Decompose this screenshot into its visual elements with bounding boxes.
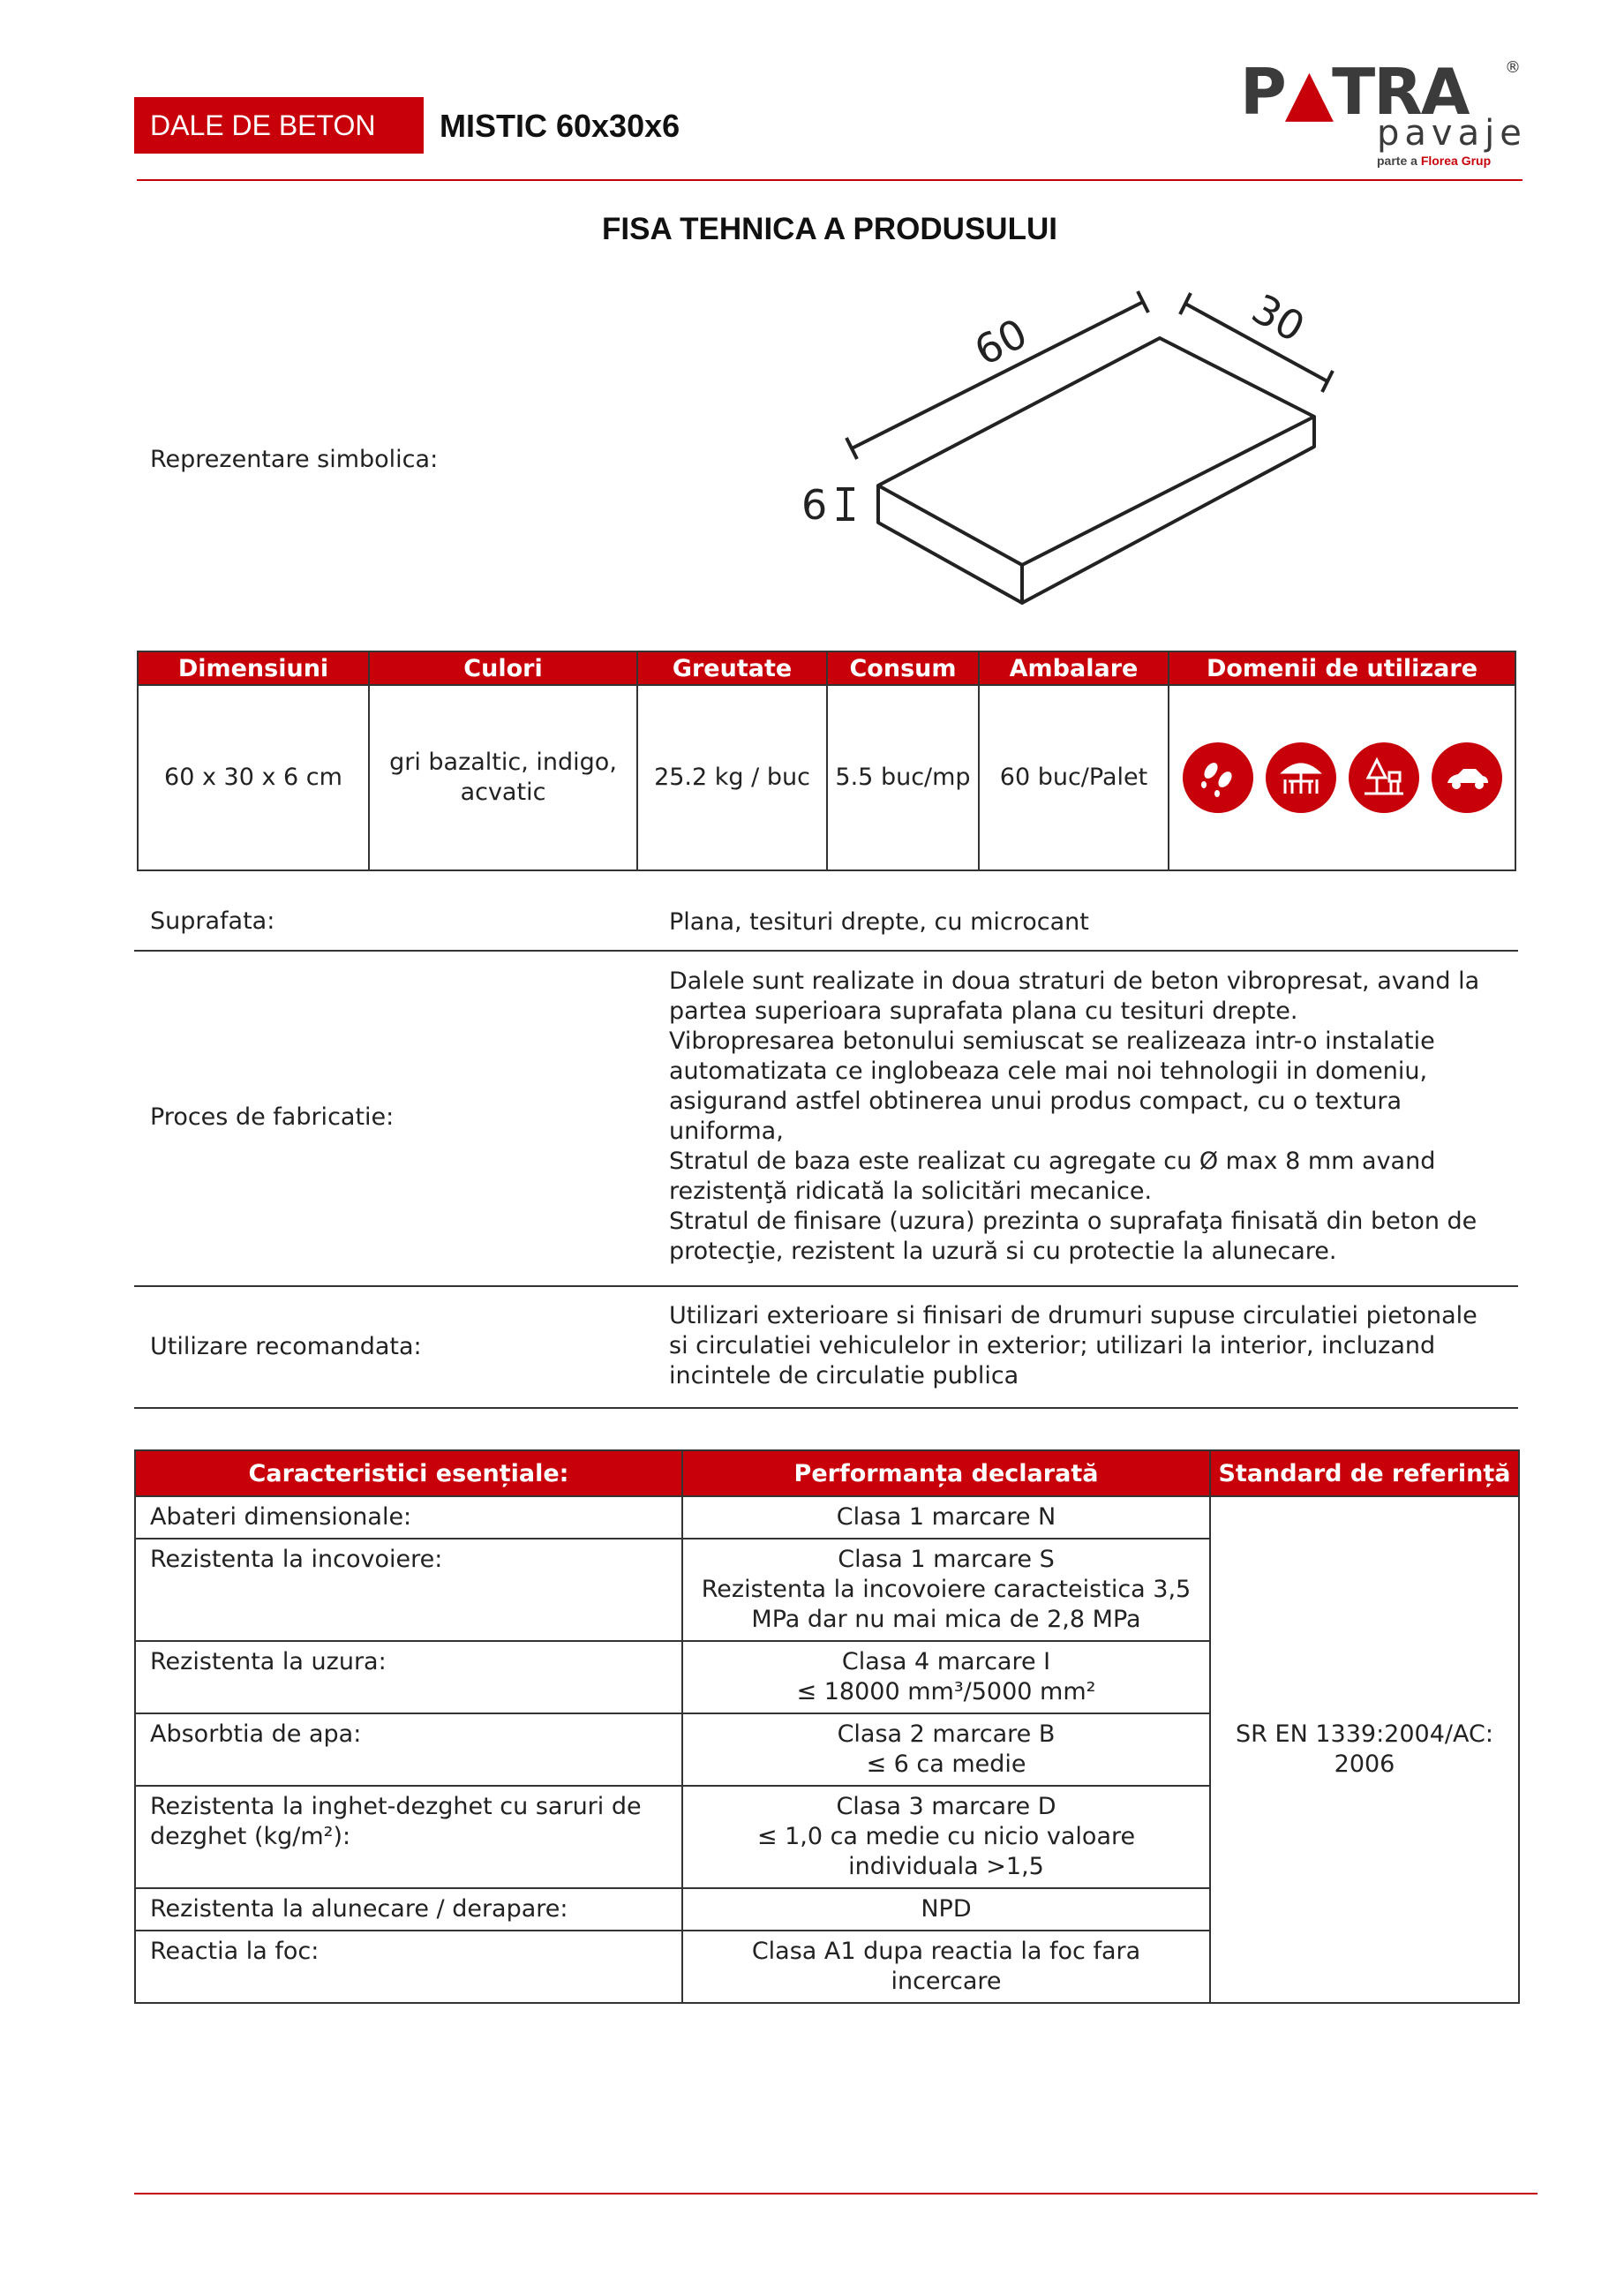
performance-value: Clasa 1 marcare S Rezistenta la incovoiere caracteistica 3,5 MPa dar nu mai mica de 2,8 MPa (682, 1539, 1210, 1641)
surface-row (134, 892, 1518, 952)
dim-label-height: 6 (801, 481, 828, 529)
characteristic-name: Rezistenta la incovoiere: (135, 1539, 682, 1641)
surface-label: Suprafata: (150, 907, 275, 935)
characteristic-name: Rezistenta la uzura: (135, 1641, 682, 1713)
logo-registered: ® (1505, 58, 1521, 77)
cell-consumption: 5.5 buc/mp (827, 685, 979, 870)
category-badge: DALE DE BETON (134, 97, 424, 154)
cell-packaging: 60 buc/Palet (979, 685, 1169, 870)
process-label: Proces de fabricatie: (150, 1103, 395, 1131)
logo-triangle-icon: ▲ (1284, 55, 1333, 129)
characteristic-name: Absorbtia de apa: (135, 1713, 682, 1786)
col-header-weight: Greutate (637, 651, 827, 685)
car-icon (1432, 742, 1502, 813)
usage-text (669, 1301, 1516, 1391)
company-logo (1240, 55, 1527, 178)
header-divider (137, 179, 1522, 181)
process-line: Vibropresarea betonului semiuscat se realizeaza intr-o instalatie (669, 1028, 1435, 1055)
process-line: protecţie, rezistent la uzură si cu protectie la alunecare. (669, 1238, 1337, 1265)
usage-line: incintele de circulatie publica (669, 1362, 1019, 1389)
performance-value: NPD (682, 1888, 1210, 1931)
product-title: MISTIC 60x30x6 (440, 108, 680, 144)
dim-label-length: 60 (966, 309, 1035, 375)
cell-weight: 25.2 kg / buc (637, 685, 827, 870)
characteristic-name: Rezistenta la alunecare / derapare: (135, 1888, 682, 1931)
performance-value: Clasa 2 marcare B ≤ 6 ca medie (682, 1713, 1210, 1786)
performance-value: Clasa 3 marcare D ≤ 1,0 ca medie cu nicio valoare individuala >1,5 (682, 1786, 1210, 1888)
symbolic-label: Reprezentare simbolica: (150, 446, 439, 473)
process-line: asigurand astfel obtinerea unui produs compact, cu o textura (669, 1088, 1402, 1115)
process-line: partea superioara suprafata plana cu tesituri drepte. (669, 997, 1298, 1025)
footsteps-icon (1183, 742, 1253, 813)
characteristics-table (134, 1449, 1520, 2004)
specs-table (137, 651, 1516, 871)
performance-value: Clasa 4 marcare I ≤ 18000 mm³/5000 mm² (682, 1641, 1210, 1713)
specs-row (138, 685, 1515, 870)
process-line: automatizata ce inglobeaza cele mai noi tehnologii in domeniu, (669, 1058, 1428, 1085)
col-header-packaging: Ambalare (979, 651, 1169, 685)
characteristic-name: Rezistenta la inghet-dezghet cu saruri de dezghet (kg/m²): (135, 1786, 682, 1888)
slab-top-face (878, 338, 1314, 565)
cell-dimensions: 60 x 30 x 6 cm (138, 685, 369, 870)
performance-value: Clasa A1 dupa reactia la foc fara incercare (682, 1931, 1210, 2003)
surface-value: Plana, tesituri drepte, cu microcant (669, 908, 1089, 936)
process-line: Dalele sunt realizate in doua straturi de beton vibropresat, avand la (669, 967, 1480, 995)
characteristic-name: Abateri dimensionale: (135, 1496, 682, 1539)
col-header-usage: Domenii de utilizare (1169, 651, 1515, 685)
logo-group: parte a Florea Grup (1377, 154, 1492, 168)
characteristic-name: Reactia la foc: (135, 1931, 682, 2003)
terrace-table-icon (1266, 742, 1336, 813)
slab-drawing (786, 282, 1359, 609)
process-row (134, 952, 1518, 1287)
usage-label: Utilizare recomandata: (150, 1333, 422, 1360)
usage-row (134, 1287, 1518, 1409)
usage-line: Utilizari exterioare si finisari de drumuri supuse circulatiei pietonale (669, 1302, 1477, 1329)
characteristics-header-row (135, 1450, 1519, 1496)
process-line: uniforma, (669, 1118, 784, 1145)
dim-label-width: 30 (1244, 284, 1313, 352)
process-line: Stratul de finisare (uzura) prezinta o suprafaţa finisată din beton de (669, 1208, 1477, 1235)
slab-front-face (878, 486, 1022, 603)
performance-value: Clasa 1 marcare N (682, 1496, 1210, 1539)
garden-park-icon (1349, 742, 1419, 813)
col-header-performance: Performanța declarată (682, 1450, 1210, 1496)
col-header-characteristic: Caracteristici esențiale: (135, 1450, 682, 1496)
col-header-colors: Culori (369, 651, 637, 685)
cell-colors: gri bazaltic, indigo, acvatic (369, 685, 637, 870)
usage-line: si circulatiei vehiculelor in exterior; utilizari la interior, incluzand (669, 1332, 1436, 1359)
col-header-consumption: Consum (827, 651, 979, 685)
table-row (135, 1496, 1519, 1539)
cell-usage-icons (1169, 685, 1515, 870)
process-line: Stratul de baza este realizat cu agregate cu Ø max 8 mm avand (669, 1148, 1436, 1175)
col-header-dimensions: Dimensiuni (138, 651, 369, 685)
logo-subtitle: pavaje (1377, 113, 1527, 154)
page-title: FISA TEHNICA A PRODUSULUI (602, 212, 1057, 246)
footer-divider (134, 2193, 1538, 2194)
slab-side-face (1022, 417, 1314, 603)
standard-reference: SR EN 1339:2004/AC: 2006 (1210, 1496, 1519, 2003)
specs-header-row (138, 651, 1515, 685)
process-text (669, 967, 1516, 1267)
process-line: rezistenţă ridicată la solicitări mecanice. (669, 1178, 1153, 1205)
col-header-standard: Standard de referință (1210, 1450, 1519, 1496)
logo-wordmark: P▲TRA (1240, 55, 1469, 129)
